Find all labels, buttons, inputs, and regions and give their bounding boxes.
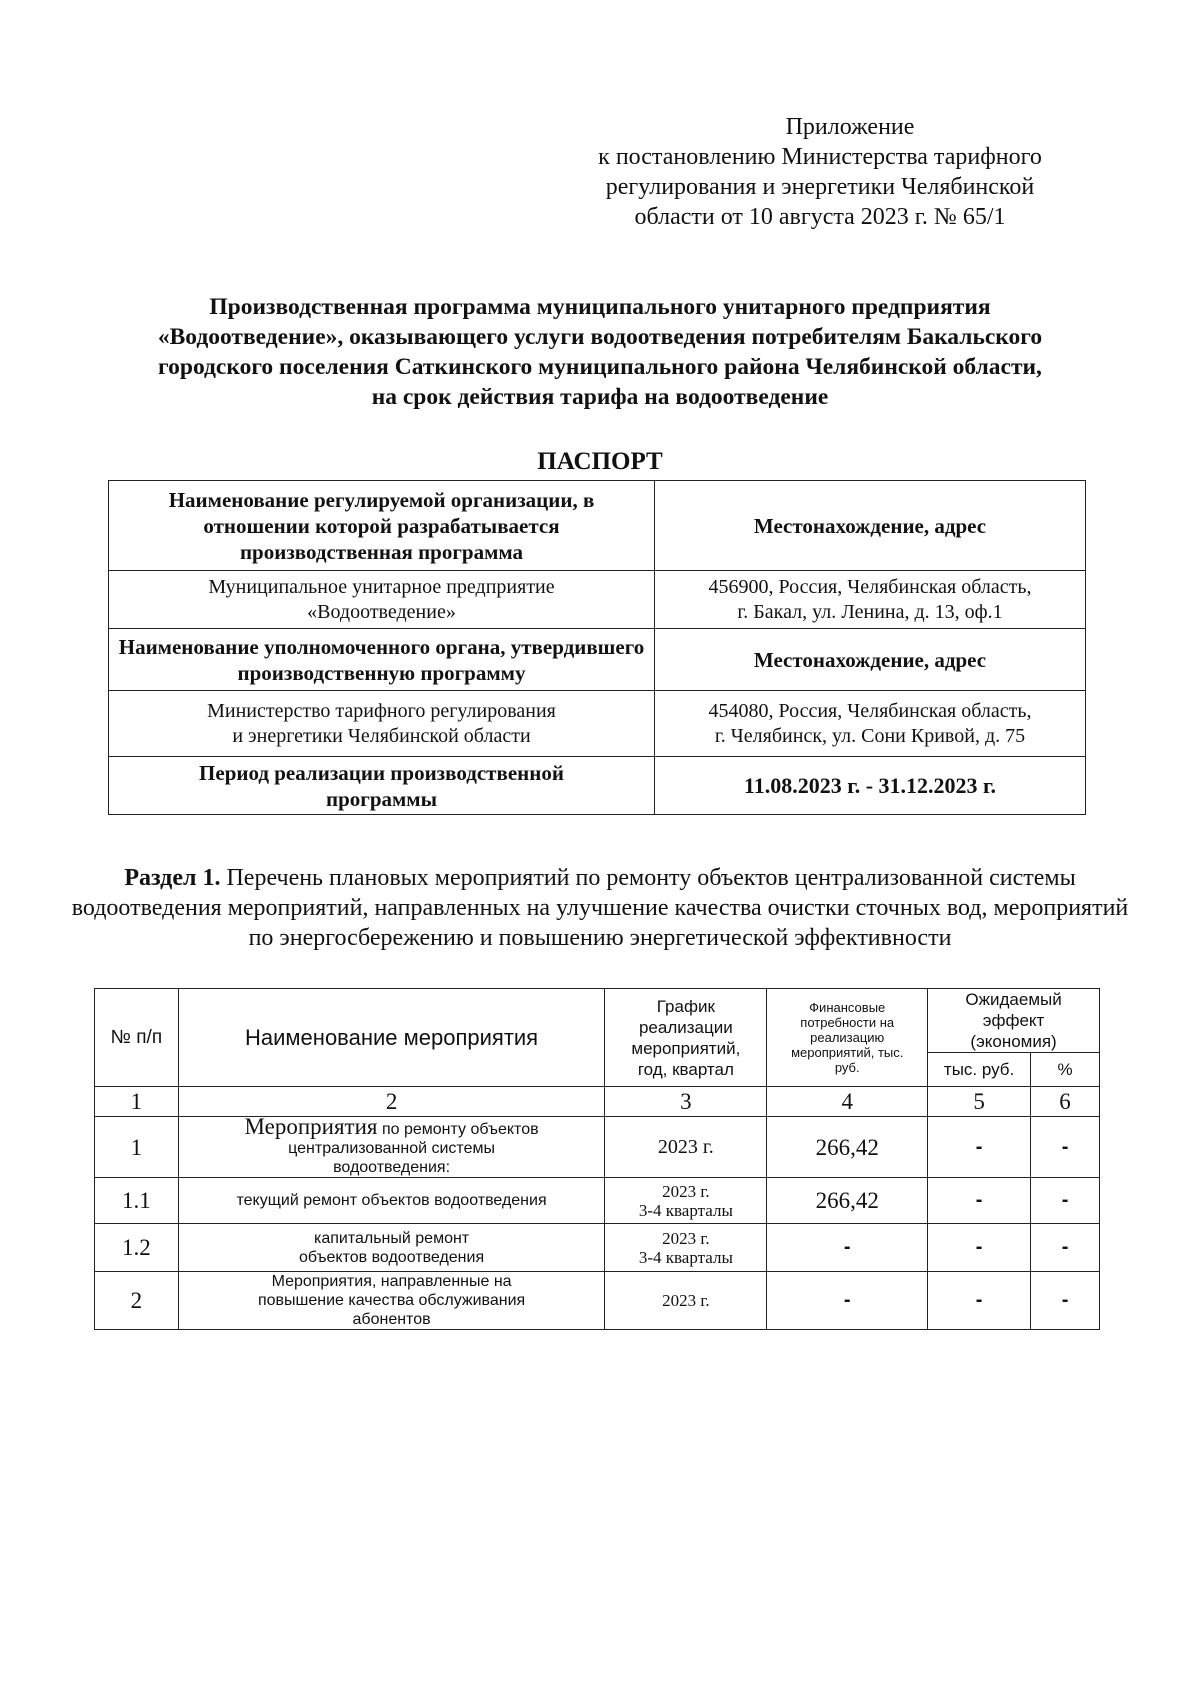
table-row	[95, 1117, 1100, 1178]
period-header-cell	[109, 757, 655, 815]
row-effect-rub: -	[928, 1117, 1031, 1178]
row-name-rest: по ремонту объектов централизованной системы водоотведения:	[288, 1121, 539, 1176]
header-finance-cell	[767, 989, 928, 1087]
row-effect-pct: -	[1031, 1224, 1100, 1272]
row-name-rest: капитальный ремонт объектов водоотведения	[299, 1229, 485, 1266]
address-header: Местонахождение, адрес	[655, 481, 1086, 571]
section-1-heading	[60, 863, 1140, 953]
row-effect-pct: -	[1031, 1117, 1100, 1178]
column-number-row	[95, 1087, 1100, 1117]
row-num: 1.2	[95, 1224, 179, 1272]
appendix-line: Приложение	[785, 114, 915, 140]
row-schedule-line: 2023 г.	[662, 1291, 710, 1310]
title-line: «Водоотведение», оказывающего услуги водоотведения потребителям Бакальского	[157, 324, 1043, 350]
section-label: Раздел 1.	[124, 865, 221, 891]
header-name: Наименование мероприятия	[178, 989, 605, 1087]
row-effect-rub: -	[928, 1272, 1031, 1330]
row-schedule	[605, 1178, 767, 1224]
row-finance: 266,42	[767, 1117, 928, 1178]
passport-heading: ПАСПОРТ	[537, 448, 663, 475]
table-row	[95, 1272, 1100, 1330]
period-header: Период реализации производственной программы	[199, 760, 564, 811]
header-finance: Финансовые потребности на реализацию мероприятий, тыс. руб.	[791, 1000, 904, 1075]
authority-address-line: 454080, Россия, Челябинская область,	[708, 699, 1032, 722]
column-number: 2	[178, 1087, 605, 1117]
authority-address-cell	[655, 691, 1086, 757]
passport-row	[109, 571, 1086, 629]
title-line: Производственная программа муниципального унитарного предприятия	[209, 294, 991, 320]
row-name-lead: Мероприятия	[244, 1114, 378, 1139]
row-name-rest: Мероприятия, направленные на повышение качества обслуживания абонентов	[257, 1273, 526, 1328]
authority-name-line: и энергетики Челябинской области	[232, 724, 531, 747]
title-line: на срок действия тарифа на водоотведение	[371, 384, 829, 410]
org-name-line: «Водоотведение»	[307, 600, 456, 623]
appendix-line: области от 10 августа 2023 г. № 65/1	[634, 204, 1006, 230]
row-effect-pct: -	[1031, 1178, 1100, 1224]
row-finance: 266,42	[767, 1178, 928, 1224]
header-schedule-cell	[605, 989, 767, 1087]
header-effect-rub: тыс. руб.	[928, 1053, 1031, 1087]
column-number: 5	[928, 1087, 1031, 1117]
org-address-cell	[655, 571, 1086, 629]
passport-table	[108, 480, 1086, 815]
row-name	[178, 1224, 605, 1272]
row-effect-pct: -	[1031, 1272, 1100, 1330]
passport-row	[109, 691, 1086, 757]
header-effect-cell	[928, 989, 1100, 1053]
row-schedule-line: 2023 г.	[662, 1181, 710, 1201]
passport-row	[109, 481, 1086, 571]
appendix-line: к постановлению Министерства тарифного	[598, 144, 1042, 170]
row-num: 1.1	[95, 1178, 179, 1224]
passport-row	[109, 629, 1086, 691]
row-name	[178, 1272, 605, 1330]
header-row	[95, 989, 1100, 1053]
row-finance: -	[767, 1224, 928, 1272]
column-number: 4	[767, 1087, 928, 1117]
header-schedule: График реализации мероприятий, год, квартал	[631, 996, 741, 1079]
authority-name-line: Министерство тарифного регулирования	[207, 699, 556, 722]
header-num: № п/п	[95, 989, 179, 1087]
document-title	[60, 292, 1140, 412]
org-address-line: г. Бакал, ул. Ленина, д. 13, оф.1	[737, 600, 1003, 623]
row-schedule	[605, 1272, 767, 1330]
section-text: Перечень плановых мероприятий по ремонту объектов централизованной системы водоотведения мероприятий, направленных на улучшение качества очистки сточных вод, мероприятий по энергосбережению и повышению энергетической эффективности	[71, 865, 1129, 951]
row-num: 1	[95, 1117, 179, 1178]
row-name-rest: текущий ремонт объектов водоотведения	[236, 1192, 547, 1209]
row-schedule	[605, 1224, 767, 1272]
row-effect-rub: -	[928, 1224, 1031, 1272]
column-number: 3	[605, 1087, 767, 1117]
row-num: 2	[95, 1272, 179, 1330]
header-effect-pct: %	[1031, 1053, 1100, 1087]
row-schedule	[605, 1117, 767, 1178]
works-table	[94, 988, 1100, 1330]
row-name	[178, 1178, 605, 1224]
org-name-cell	[109, 571, 655, 629]
appendix-line: регулирования и энергетики Челябинской	[605, 174, 1035, 200]
row-schedule-line: 2023 г.	[657, 1135, 714, 1158]
org-address-line: 456900, Россия, Челябинская область,	[708, 575, 1032, 598]
row-finance: -	[767, 1272, 928, 1330]
authority-header: Наименование уполномоченного органа, утвердившего производственную программу	[109, 629, 655, 691]
appendix-block	[560, 112, 1080, 232]
org-header: Наименование регулируемой организации, в отношении которой разрабатывается производственная программа	[168, 487, 595, 564]
org-header-cell	[109, 481, 655, 571]
authority-address-header: Местонахождение, адрес	[655, 629, 1086, 691]
row-schedule-line: 3-4 кварталы	[638, 1247, 733, 1267]
header-effect: Ожидаемый эффект (экономия)	[965, 990, 1062, 1051]
title-line: городского поселения Саткинского муниципального района Челябинской области,	[158, 354, 1042, 380]
column-number: 6	[1031, 1087, 1100, 1117]
row-schedule-line: 3-4 кварталы	[638, 1200, 733, 1220]
period-value: 11.08.2023 г. - 31.12.2023 г.	[655, 757, 1086, 815]
table-row	[95, 1224, 1100, 1272]
row-name	[178, 1114, 605, 1178]
table-row	[95, 1178, 1100, 1224]
row-effect-rub: -	[928, 1178, 1031, 1224]
org-name-line: Муниципальное унитарное предприятие	[208, 575, 555, 598]
authority-address-line: г. Челябинск, ул. Сони Кривой, д. 75	[714, 724, 1026, 747]
row-schedule-line: 2023 г.	[662, 1228, 710, 1248]
column-number: 1	[95, 1087, 179, 1117]
authority-name-cell	[109, 691, 655, 757]
passport-row	[109, 757, 1086, 815]
